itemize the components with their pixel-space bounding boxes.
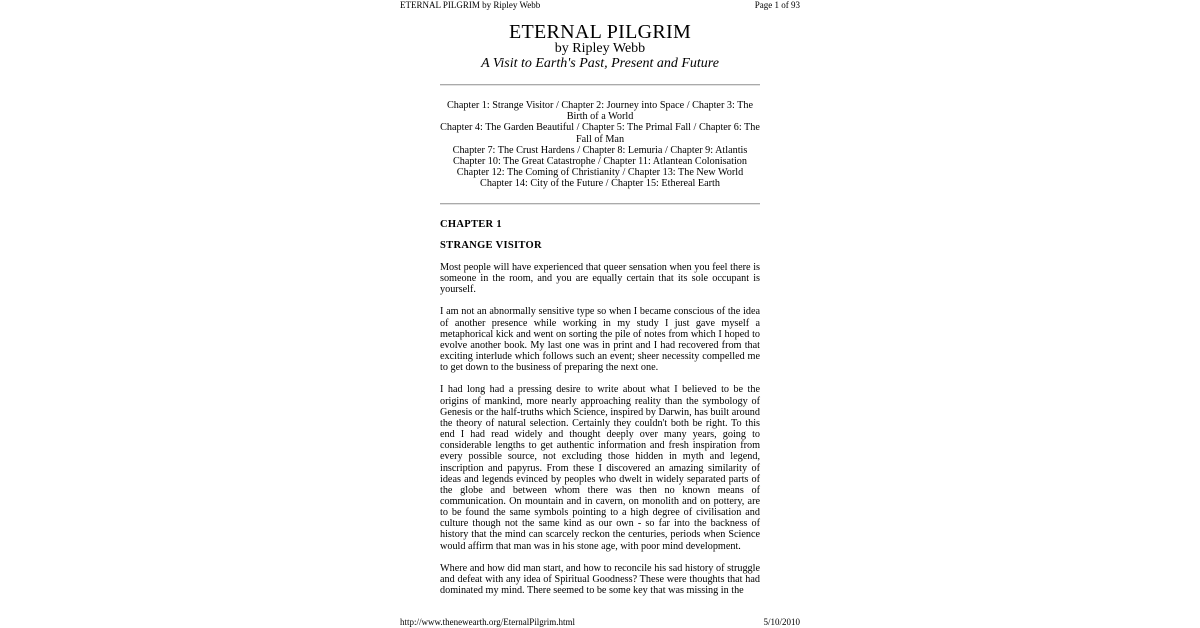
divider: [440, 203, 760, 205]
book-author: by Ripley Webb: [554, 41, 646, 56]
book-title: ETERNAL PILGRIM: [508, 21, 692, 43]
table-of-contents: Chapter 1: Strange Visitor / Chapter 2: Journey into Space / Chapter 3: The Birth of a World Chapter 4: The Garden Beautiful / Chapter 5: The Primal Fall / Chapter 6: The Fall of Man Chapter 7: The Crust Hardens / Chapter 8: Lemuria / Chapter 9: Atlantis Chapter 10: The Great Catastrophe / Chapter 11: Atlantean Colonisation Chapter 12: The Coming of Christianity / Chapter 13: The New World Chapter 14: City of the Future / Chapter 15: Ethereal Earth: [440, 100, 760, 190]
running-header-title: ETERNAL PILGRIM by Ripley Webb: [400, 0, 541, 10]
toc-link-chapter-8[interactable]: Chapter 8: Lemuria: [582, 144, 663, 156]
body-paragraph: I am not an abnormally sensitive type so when I became conscious of the idea of another presence while working in my study I just gave myself a metaphorical kick and went on sorting the pile of notes from which I hoped to evolve another book. My last one was in print and I had recovered from that exciting interlude which follows such an event; sheer necessity compelled me to get down to the business of preparing the next one.: [440, 306, 760, 374]
body-paragraph: Most people will have experienced that queer sensation when you feel there is someone in the room, and you are equally certain that its sole occupant is yourself.: [440, 262, 760, 296]
toc-link-chapter-1[interactable]: Chapter 1: Strange Visitor: [446, 100, 554, 111]
toc-link-chapter-14[interactable]: Chapter 14: City of the Future: [480, 178, 604, 190]
body-paragraph: I had long had a pressing desire to write about what I believed to be the origins of mankind, more nearly approaching reality than the symbology of Genesis or the half-truths which Science, inspired by Darwin, has built around the theory of natural selection. Certainly they couldn't both be right. To this end I had read widely and thought deeply over many years, going to considerable lengths to get authentic information and fresh inspiration from every possible source, not excluding those hidden in myth and legend, inscription and papyrus. From these I discovered an amazing similarity of ideas and legends evinced by peoples who dwelt in widely separated parts of the globe and between whom there was then no known means of communication. On mountain and in cavern, on monolith and on pottery, are to be found the same symbols pointing to a high degree of civilisation and culture though not the same kind as our own - so far into the backness of history that the mind can scarcely reckon the centuries, periods when Science would affirm that man was in his stone age, with poor mind development.: [440, 384, 760, 552]
toc-link-chapter-5[interactable]: Chapter 5: The Primal Fall: [581, 122, 691, 134]
chapter-body: [440, 262, 760, 607]
toc-link-chapter-12[interactable]: Chapter 12: The Coming of Christianity: [456, 167, 620, 179]
toc-link-chapter-4[interactable]: Chapter 4: The Garden Beautiful: [440, 122, 575, 134]
toc-link-chapter-6[interactable]: Chapter 6: The Fall of Man: [575, 122, 760, 145]
toc-link-chapter-2[interactable]: Chapter 2: Journey into Space: [561, 100, 685, 111]
toc-link-chapter-3[interactable]: Chapter 3: The Birth of a World: [566, 100, 754, 123]
body-paragraph: Where and how did man start, and how to reconcile his sad history of struggle and defeat with any idea of Spiritual Goodness? These were thoughts that had dominated my mind. There seemed to be some key that was missing in the: [440, 562, 760, 597]
toc-link-chapter-10[interactable]: Chapter 10: The Great Catastrophe: [453, 156, 596, 168]
toc-link-chapter-7[interactable]: Chapter 7: The Crust Hardens: [452, 144, 575, 156]
toc-link-chapter-13[interactable]: Chapter 13: The New World: [627, 167, 744, 179]
toc-link-chapter-11[interactable]: Chapter 11: Atlantean Colonisation: [603, 156, 747, 168]
toc-link-chapter-15[interactable]: Chapter 15: Ethereal Earth: [611, 178, 720, 190]
chapter-title: STRANGE VISITOR: [440, 240, 542, 251]
page-url: http://www.thenewearth.org/EternalPilgrim.html: [400, 617, 575, 627]
chapter-number: CHAPTER 1: [440, 219, 502, 230]
divider: [440, 84, 760, 86]
page-number: Page 1 of 93: [754, 0, 800, 10]
book-subtitle: A Visit to Earth's Past, Present and Future: [481, 56, 719, 71]
print-date: 5/10/2010: [763, 617, 800, 627]
toc-link-chapter-9[interactable]: Chapter 9: Atlantis: [670, 144, 748, 156]
